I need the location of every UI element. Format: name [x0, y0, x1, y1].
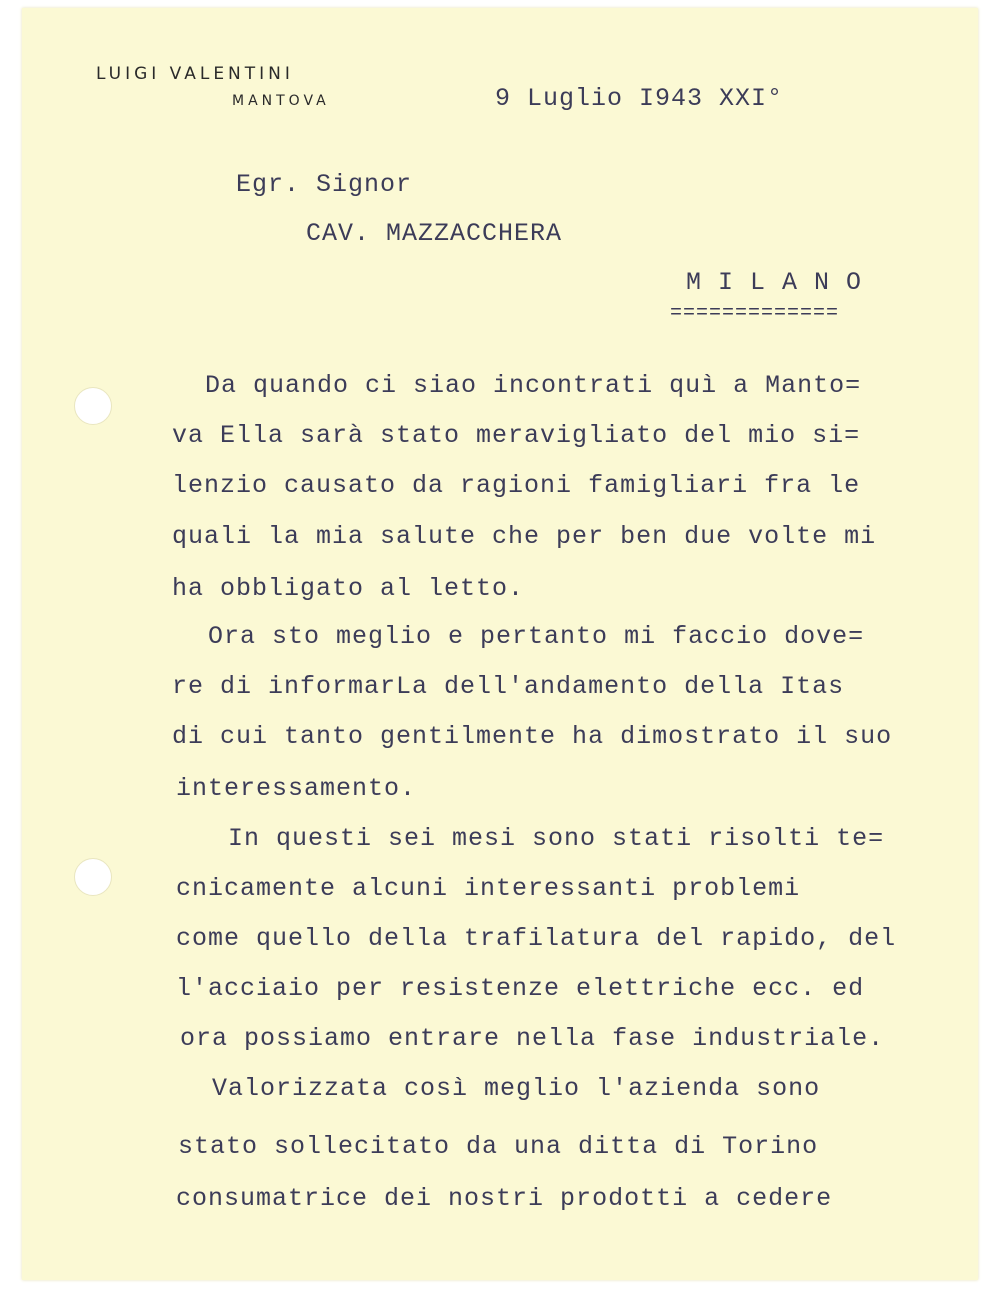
body-line: quali la mia salute che per ben due volte mi	[172, 522, 877, 551]
letterhead-city: MANTOVA	[232, 93, 330, 109]
body-line: consumatrice dei nostri prodotti a cedere	[176, 1184, 833, 1213]
body-line: interessamento.	[176, 774, 417, 803]
salutation: Egr. Signor	[236, 170, 413, 199]
punch-hole	[74, 387, 112, 425]
recipient-name: CAV. MAZZACCHERA	[306, 219, 563, 248]
body-line: stato sollecitato da una ditta di Torino	[178, 1132, 819, 1161]
letter-date: 9 Luglio I943 XXI°	[495, 84, 784, 113]
body-line: In questi sei mesi sono stati risolti te=	[228, 824, 885, 853]
body-line: ora possiamo entrare nella fase industriale.	[180, 1024, 885, 1053]
body-line: va Ella sarà stato meravigliato del mio si=	[172, 421, 861, 450]
body-line: l'acciaio per resistenze elettriche ecc. ed	[176, 974, 865, 1003]
punch-hole	[74, 858, 112, 896]
body-line: di cui tanto gentilmente ha dimostrato il suo	[172, 722, 893, 751]
body-line: Ora sto meglio e pertanto mi faccio dove=	[208, 622, 865, 651]
letterhead-name: LUIGI VALENTINI	[96, 64, 294, 84]
body-line: re di informarLa dell'andamento della Itas	[172, 672, 845, 701]
body-line: Da quando ci siao incontrati quì a Manto=	[205, 371, 862, 400]
city-underline: =============	[670, 302, 840, 325]
body-line: Valorizzata così meglio l'azienda sono	[212, 1074, 821, 1103]
body-line: ha obbligato al letto.	[172, 574, 525, 603]
body-line: lenzio causato da ragioni famigliari fra le	[172, 471, 861, 500]
recipient-city: M I L A N O	[686, 268, 863, 297]
body-line: cnicamente alcuni interessanti problemi	[176, 874, 801, 903]
body-line: come quello della trafilatura del rapido, del	[176, 924, 897, 953]
